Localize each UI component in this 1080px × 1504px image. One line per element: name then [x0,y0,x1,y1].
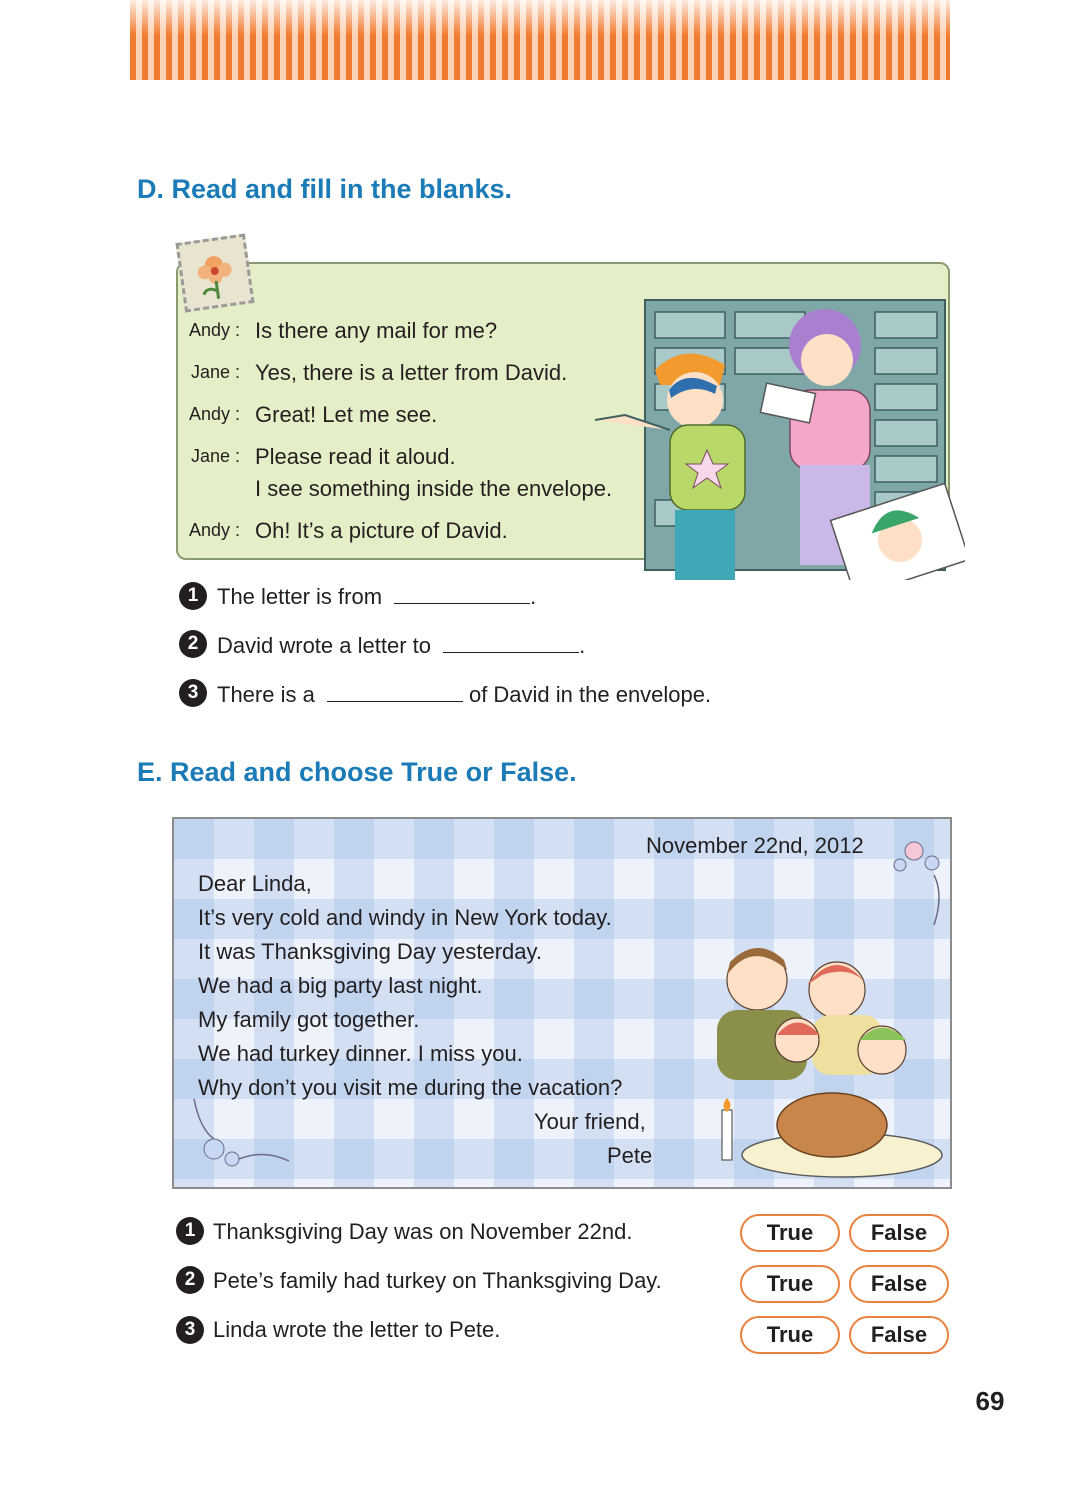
letter-closing: Your friend, [534,1109,646,1134]
dialogue-speaker: Jane : [190,362,240,382]
thanksgiving-dinner-illustration [672,940,952,1185]
decorative-stripe-band [130,0,950,80]
false-option-button[interactable]: False [849,1214,949,1252]
letter-body-line: My family got together. [198,1007,420,1032]
dialogue-line: Oh! It’s a picture of David. [255,518,508,543]
letter-body-line: Why don’t you visit me during the vacation? [198,1075,623,1100]
question-text: . [530,584,537,609]
dialogue-line: Yes, there is a letter from David. [255,360,568,385]
dialogue-speaker: Andy : [188,404,240,424]
fill-blank-question [217,584,536,610]
dialogue-speaker: Andy : [188,320,240,340]
fill-blank-question [217,633,585,659]
answer-blank[interactable] [327,683,463,702]
question-text: . [579,633,586,658]
question-text: David wrote a letter to [217,633,431,658]
true-option-button[interactable]: True [740,1214,840,1252]
false-option-button[interactable]: False [849,1265,949,1303]
question-number-badge: 3 [179,679,207,707]
dialogue-line: I see something inside the envelope. [255,476,613,501]
false-option-button[interactable]: False [849,1316,949,1354]
true-false-question: Thanksgiving Day was on November 22nd. [213,1219,633,1244]
letter-body-line: It’s very cold and windy in New York today. [198,905,612,930]
dialogue-line: Great! Let me see. [255,402,438,427]
true-false-question: Pete’s family had turkey on Thanksgiving Day. [213,1268,662,1293]
question-number-badge: 2 [179,630,207,658]
question-text: The letter is from [217,584,383,609]
true-option-button[interactable]: True [740,1265,840,1303]
answer-blank[interactable] [443,634,579,653]
flower-decoration-icon [184,1089,304,1179]
question-number-badge: 2 [176,1266,204,1294]
section-d-title: D. Read and fill in the blanks. [137,174,513,204]
letter-body-line: It was Thanksgiving Day yesterday. [198,939,543,964]
letter-date: November 22nd, 2012 [646,833,864,858]
dialogue-speaker: Jane : [190,446,240,466]
true-option-button[interactable]: True [740,1316,840,1354]
question-text: There is a [217,682,315,707]
dialogue-line: Is there any mail for me? [255,318,498,343]
dialogue-speaker: Andy : [188,520,240,540]
question-text: of David in the envelope. [468,682,712,707]
flower-decoration-icon [874,825,950,935]
page-number: 69 [975,1386,1005,1416]
mailroom-illustration [585,290,965,580]
question-number-badge: 1 [176,1217,204,1245]
letter-signature: Pete [607,1143,653,1168]
answer-blank[interactable] [394,585,530,604]
letter-body-line: We had turkey dinner. I miss you. [198,1041,523,1066]
letter-body-line: We had a big party last night. [198,973,483,998]
question-number-badge: 1 [179,582,207,610]
fill-blank-question [217,682,711,708]
true-false-question: Linda wrote the letter to Pete. [213,1317,501,1342]
letter-greeting: Dear Linda, [198,871,312,896]
question-number-badge: 3 [176,1316,204,1344]
dialogue-line: Please read it aloud. [255,444,456,469]
postage-stamp-icon [175,233,254,312]
section-e-title: E. Read and choose True or False. [137,757,577,787]
